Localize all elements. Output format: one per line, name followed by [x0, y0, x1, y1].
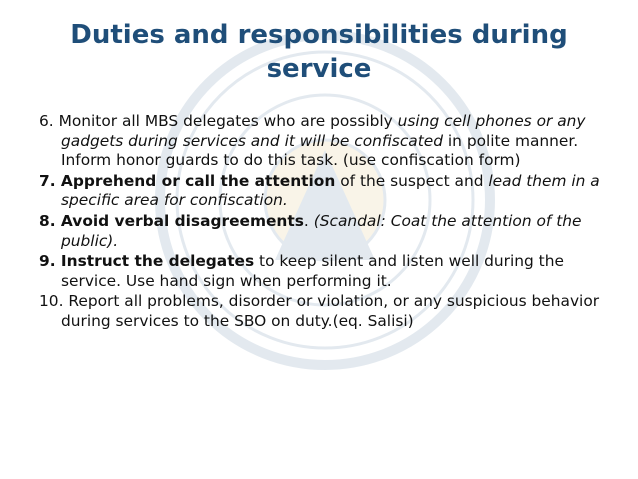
list-item [39, 112, 611, 171]
item-bold: Apprehend or call the attention [55, 171, 336, 190]
item-number: 6. [39, 112, 54, 130]
item-number: 9. [39, 252, 56, 271]
item-number: 7. [39, 171, 56, 190]
list-item [39, 292, 611, 331]
item-text: Monitor all MBS delegates who are possibly [53, 112, 398, 130]
item-number: 8. [39, 211, 56, 230]
item-italic: (Scandal: Coat the attention of the public). [61, 211, 582, 250]
item-text: to keep silent and listen well during the service. Use hand sign when performing it. [61, 252, 564, 290]
item-text: Report all problems, disorder or violation, or any suspicious behavior during services to the SBO on duty.(eq. Salisi) [61, 292, 600, 330]
item-italic: lead them in a specific area for confiscation. [61, 171, 600, 210]
item-text: . [303, 211, 314, 230]
duties-list [39, 112, 611, 333]
slide-title: Duties and responsibilities during service [70, 20, 568, 84]
item-bold: Instruct the delegates [55, 252, 255, 271]
item-bold: Avoid verbal disagreements [55, 211, 304, 230]
item-text: in polite manner. Inform honor guards to do this task. (use confiscation form) [61, 131, 579, 170]
list-item [39, 172, 611, 211]
list-item [39, 252, 611, 291]
item-text: of the suspect and [335, 171, 489, 190]
item-italic: using cell phones or any gadgets during services and it will be confiscated [61, 112, 586, 150]
item-number: 10. [39, 292, 64, 311]
list-item [39, 212, 611, 251]
